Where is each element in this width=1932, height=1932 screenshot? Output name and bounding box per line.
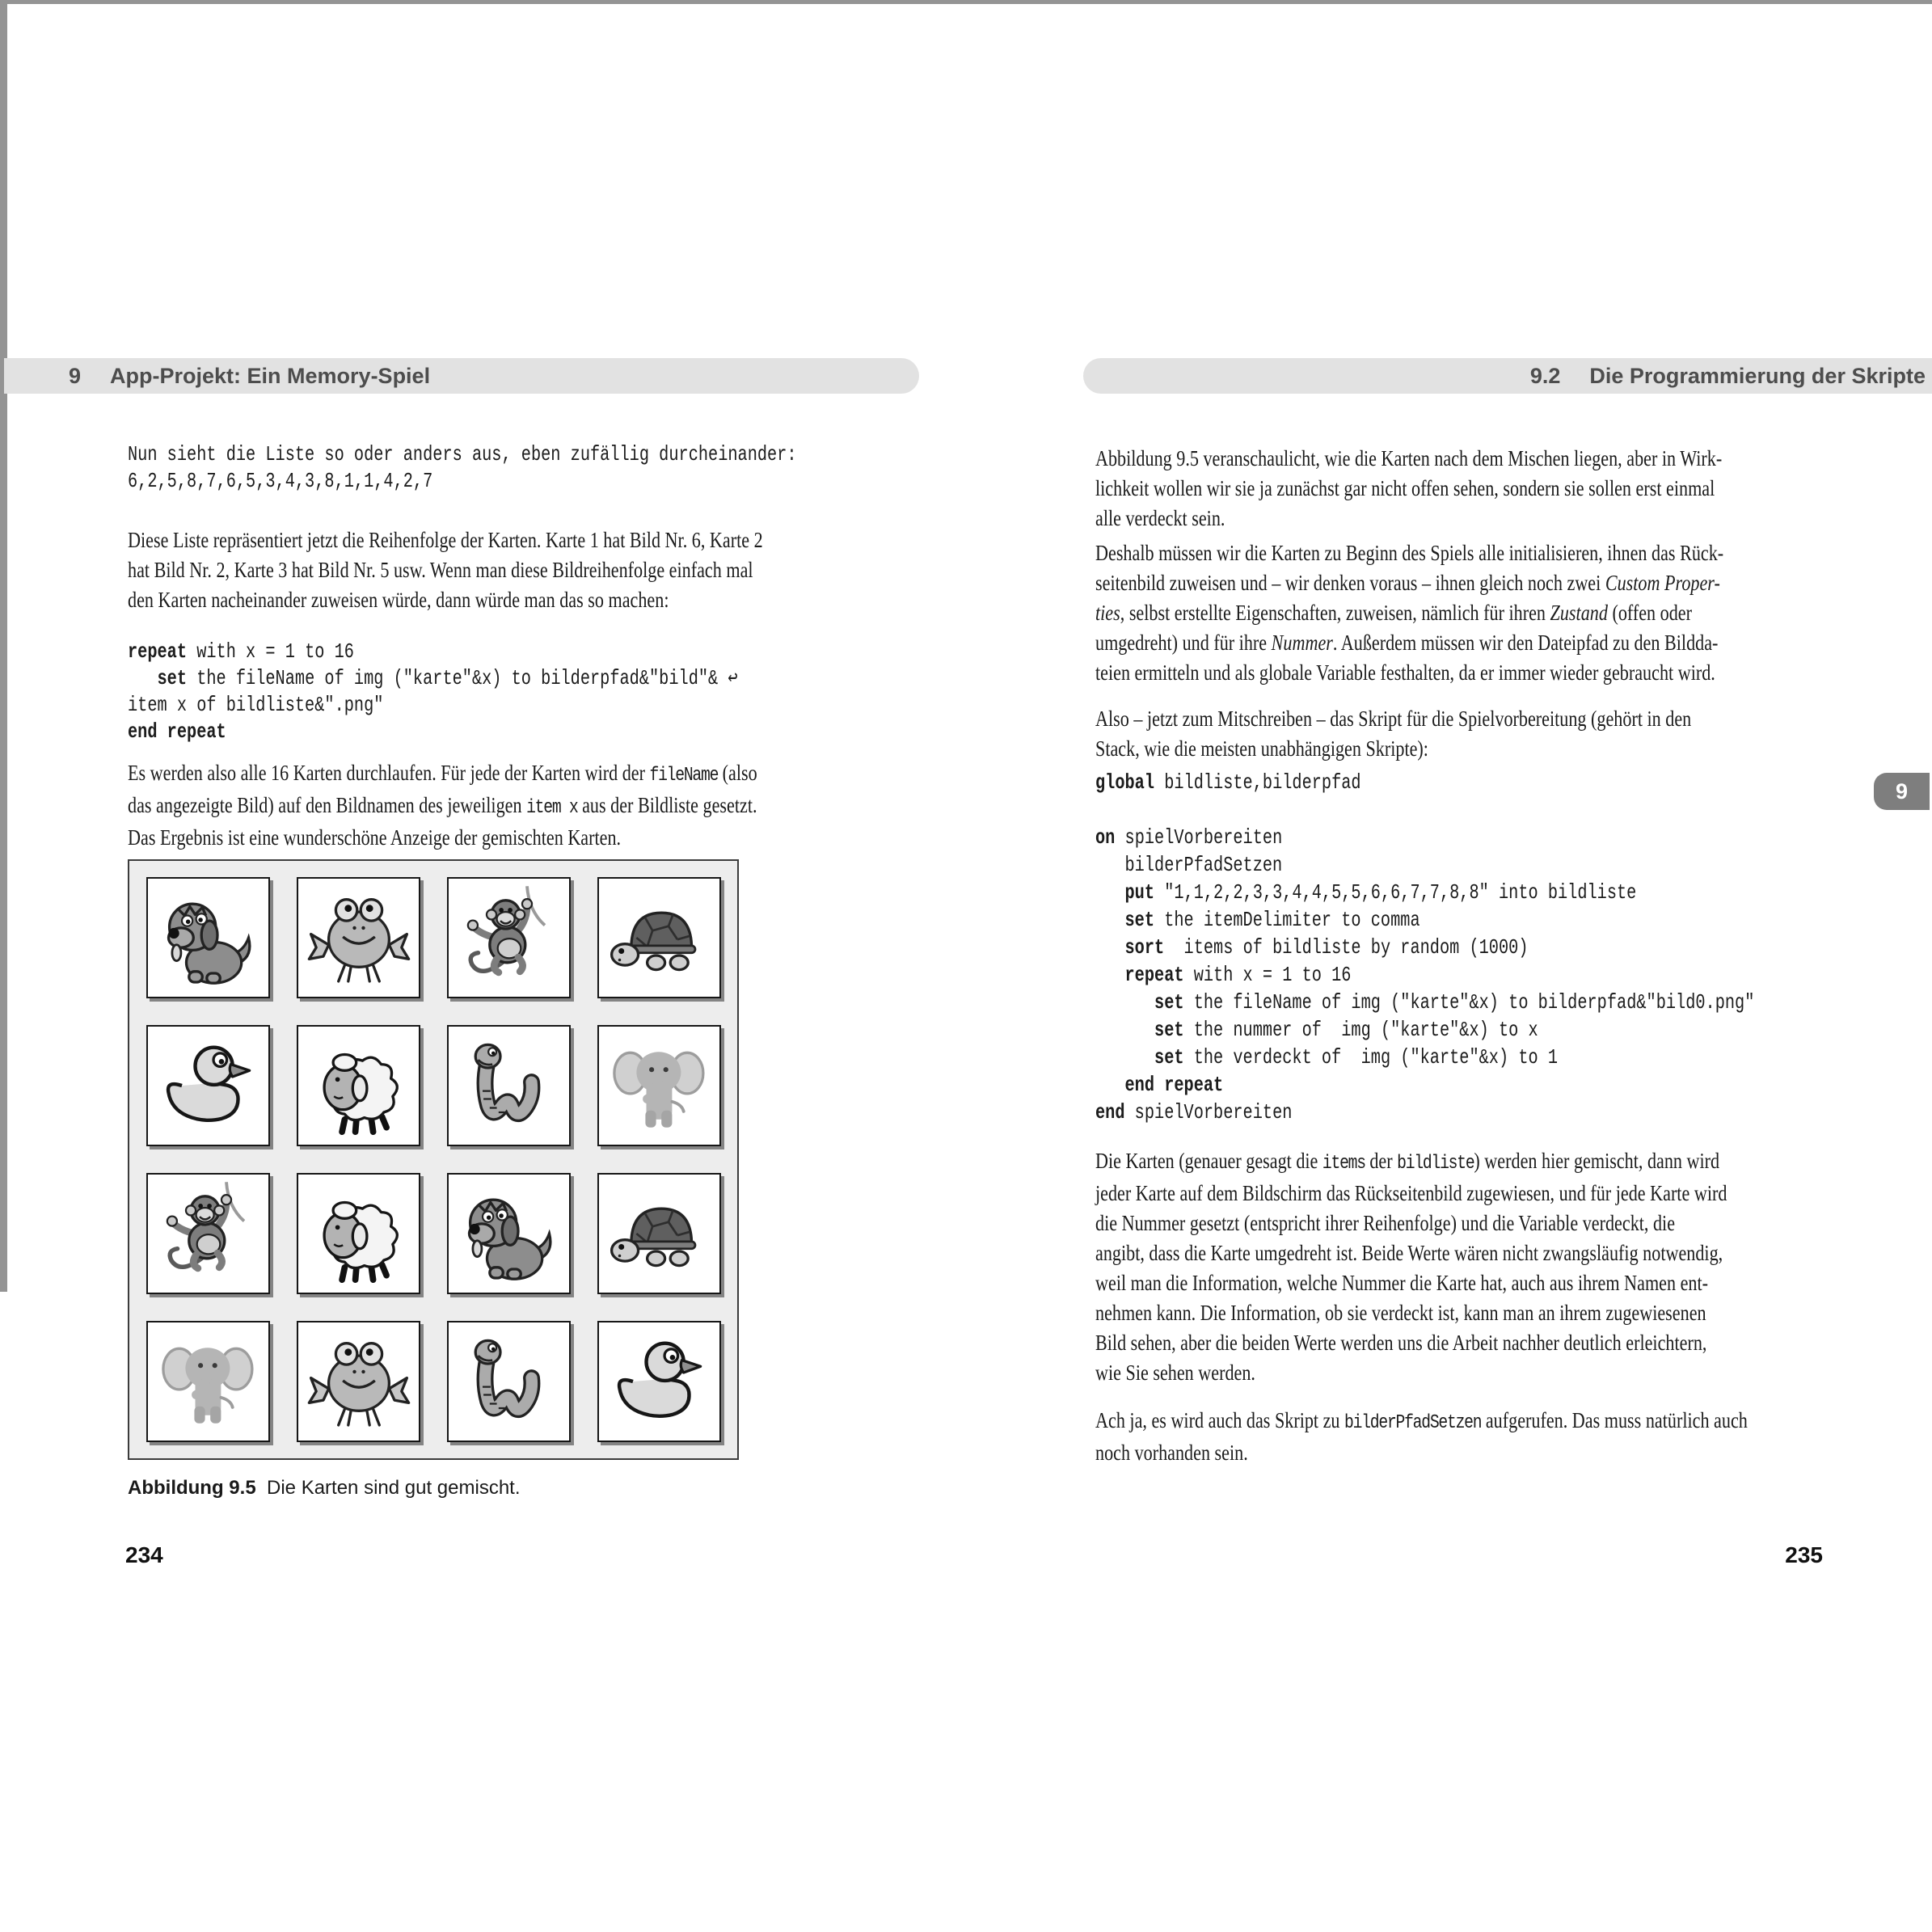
- text-line: Abbildung 9.5 veranschaulicht, wie die Karten nach dem Mischen liegen, aber in Wirk-: [1095, 446, 1723, 470]
- turtle-icon: [606, 1180, 713, 1287]
- left-intro-code: [128, 441, 884, 495]
- turtle-icon: [606, 884, 713, 991]
- memory-card-turtle: [597, 1173, 721, 1294]
- text-line: repeat with x = 1 to 16: [128, 639, 354, 664]
- text-line: bilderPfadSetzen: [1095, 853, 1283, 877]
- text-line: sort items of bildliste by random (1000): [1124, 935, 1529, 960]
- figure-caption-label: Abbildung 9.5: [128, 1477, 256, 1499]
- text-line: die Nummer gesetzt (entspricht ihrer Reihenfolge) und die Variable verdeckt, die: [1095, 1211, 1676, 1235]
- memory-card-frog: [297, 1321, 420, 1442]
- figure-caption: [128, 1477, 521, 1500]
- memory-card-frog: [297, 877, 420, 998]
- duck-icon: [606, 1328, 713, 1435]
- dog-icon: [456, 1180, 563, 1287]
- left-paragraph-1: [128, 525, 857, 615]
- text-line: Nun sieht die Liste so oder anders aus, eben zufällig durcheinander:: [128, 442, 797, 466]
- right-paragraph-5: [1095, 1406, 1824, 1468]
- left-code-block: [128, 639, 884, 745]
- figure-memory-card-grid: [128, 859, 739, 1460]
- page-divider: [0, 0, 7, 1292]
- text-line: put "1,1,2,2,3,3,4,4,5,5,6,6,7,7,8,8" into bildliste: [1124, 880, 1637, 905]
- text-line: jeder Karte auf dem Bildschirm das Rückseitenbild zugewiesen, und für jede Karte wird: [1095, 1181, 1727, 1205]
- text-line: noch vorhanden sein.: [1095, 1441, 1248, 1465]
- memory-card-duck: [146, 1025, 270, 1146]
- text-line: end spielVorbereiten: [1095, 1100, 1293, 1124]
- left-chapter-title: App-Projekt: Ein Memory-Spiel: [110, 363, 431, 388]
- memory-card-dog: [447, 1173, 571, 1294]
- dog-icon: [155, 884, 262, 991]
- right-paragraph-2: [1095, 538, 1824, 688]
- text-line: 6,2,5,8,7,6,5,3,4,3,8,1,1,4,2,7: [128, 469, 433, 493]
- text-line: set the nummer of img ("karte"&x) to x: [1154, 1018, 1538, 1042]
- memory-card-duck: [597, 1321, 721, 1442]
- right-running-header: [1083, 358, 1932, 394]
- text-line: set the fileName of img ("karte"&x) to bilderpfad&"bild0.png": [1154, 990, 1755, 1015]
- memory-card-snake: [447, 1025, 571, 1146]
- snake-icon: [456, 1328, 563, 1435]
- text-line: Ach ja, es wird auch das Skript zu bilderPfadSetzen aufgerufen. Das muss natürlich auch: [1095, 1408, 1748, 1434]
- text-line: item x of bildliste&".png": [128, 693, 384, 717]
- text-line: Es werden also alle 16 Karten durchlaufen. Für jede der Karten wird der fileName (also: [128, 761, 757, 787]
- chapter-tab: 9: [1874, 773, 1930, 810]
- text-line: on spielVorbereiten: [1095, 825, 1283, 850]
- text-line: set the itemDelimiter to comma: [1124, 908, 1420, 932]
- left-paragraph-2: [128, 758, 857, 853]
- text-line: lichkeit wollen wir sie ja zunächst gar nicht offen sehen, sondern sie sollen erst einmal: [1095, 476, 1715, 500]
- right-section-number: 9.2: [1529, 363, 1561, 388]
- memory-card-turtle: [597, 877, 721, 998]
- right-paragraph-3: [1095, 704, 1824, 764]
- right-section-title: Die Programmierung der Skripte: [1589, 363, 1926, 388]
- page-frame-bottom: [0, 0, 1932, 4]
- snake-icon: [456, 1032, 563, 1139]
- text-line: seitenbild zuweisen und – wir denken voraus – ihnen gleich noch zwei Custom Proper-: [1095, 571, 1720, 595]
- monkey-icon: [456, 884, 563, 991]
- text-line: hat Bild Nr. 2, Karte 3 hat Bild Nr. 5 usw. Wenn man diese Bildreihenfolge einfach mal: [128, 558, 753, 582]
- text-line: das angezeigte Bild) auf den Bildnamen des jeweiligen item x aus der Bildliste gesetzt.: [128, 793, 757, 819]
- text-line: Das Ergebnis ist eine wunderschöne Anzeige der gemischten Karten.: [128, 825, 622, 850]
- frog-icon: [306, 884, 412, 991]
- text-line: Die Karten (genauer gesagt die items der bildliste) werden hier gemischt, dann wird: [1095, 1149, 1720, 1175]
- text-line: Stack, wie die meisten unabhängigen Skripte):: [1095, 736, 1428, 761]
- text-line: Diese Liste repräsentiert jetzt die Reihenfolge der Karten. Karte 1 hat Bild Nr. 6, Karte 2: [128, 528, 763, 552]
- memory-card-sheep: [297, 1173, 420, 1294]
- frog-icon: [306, 1328, 412, 1435]
- memory-card-monkey: [447, 877, 571, 998]
- left-chapter-number: 9: [69, 363, 82, 388]
- sheep-icon: [306, 1180, 412, 1287]
- memory-card-elephant: [146, 1321, 270, 1442]
- text-line: Deshalb müssen wir die Karten zu Beginn des Spiels alle initialisieren, ihnen das Rück-: [1095, 541, 1724, 565]
- left-running-header: [4, 358, 919, 394]
- memory-card-monkey: [146, 1173, 270, 1294]
- text-line: weil man die Information, welche Nummer die Karte hat, auch aus ihrem Namen ent-: [1095, 1271, 1709, 1295]
- elephant-icon: [155, 1328, 262, 1435]
- text-line: angibt, dass die Karte umgedreht ist. Beide Werte wären nicht zwangsläufig notwendig,: [1095, 1241, 1723, 1265]
- memory-card-elephant: [597, 1025, 721, 1146]
- right-paragraph-1: [1095, 444, 1824, 534]
- left-page-number: 234: [125, 1542, 163, 1567]
- text-line: nehmen kann. Die Information, ob sie verdeckt ist, kann man an ihrem zugewiesenen: [1095, 1301, 1706, 1325]
- text-line: Bild sehen, aber die beiden Werte werden uns die Arbeit nachher deutlich erleichtern,: [1095, 1331, 1707, 1355]
- text-line: teien ermitteln und als globale Variable festhalten, da er immer wieder gebraucht wird.: [1095, 660, 1715, 685]
- text-line: set the verdeckt of img ("karte"&x) to 1: [1154, 1045, 1559, 1069]
- sheep-icon: [306, 1032, 412, 1139]
- text-line: umgedreht) und für ihre Nummer. Außerdem müssen wir den Dateipfad zu den Bildda-: [1095, 631, 1719, 655]
- memory-card-snake: [447, 1321, 571, 1442]
- right-paragraph-4: [1095, 1146, 1824, 1388]
- figure-caption-text: Die Karten sind gut gemischt.: [267, 1477, 521, 1499]
- text-line: repeat with x = 1 to 16: [1124, 963, 1352, 987]
- text-line: ties, selbst erstellte Eigenschaften, zuweisen, nämlich für ihren Zustand (offen oder: [1095, 601, 1693, 625]
- text-line: den Karten nacheinander zuweisen würde, dann würde man das so machen:: [128, 588, 669, 612]
- text-line: [1095, 796, 1852, 824]
- text-line: Also – jetzt zum Mitschreiben – das Skript für die Spielvorbereitung (gehört in den: [1095, 707, 1692, 731]
- duck-icon: [155, 1032, 262, 1139]
- text-line: global bildliste,bilderpfad: [1095, 770, 1361, 795]
- text-line: end repeat: [128, 719, 226, 744]
- right-code-block: [1095, 769, 1852, 1126]
- monkey-icon: [155, 1180, 262, 1287]
- text-line: end repeat: [1124, 1073, 1224, 1097]
- memory-card-sheep: [297, 1025, 420, 1146]
- elephant-icon: [606, 1032, 713, 1139]
- memory-card-dog: [146, 877, 270, 998]
- text-line: set the fileName of img ("karte"&x) to bilderpfad&"bild"& ↩: [157, 666, 738, 690]
- text-line: alle verdeckt sein.: [1095, 506, 1225, 530]
- text-line: wie Sie sehen werden.: [1095, 1360, 1255, 1385]
- right-page-number: 235: [1785, 1542, 1823, 1567]
